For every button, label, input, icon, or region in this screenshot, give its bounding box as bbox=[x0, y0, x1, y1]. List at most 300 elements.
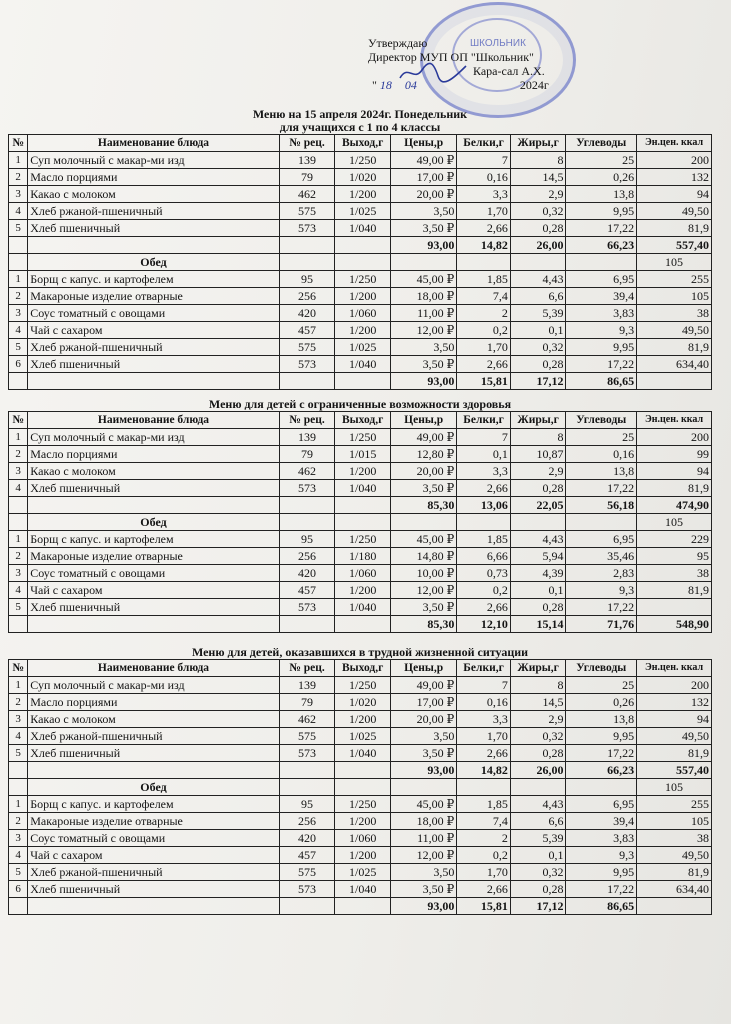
carbs: 17,22 bbox=[566, 480, 637, 497]
col-carb: Углеводы bbox=[566, 660, 637, 677]
price: 45,00 ₽ bbox=[390, 271, 456, 288]
table-row bbox=[9, 203, 712, 220]
dish-name: Соус томатный с овощами bbox=[28, 565, 279, 582]
protein: 0,16 bbox=[457, 694, 511, 711]
price: 17,00 ₽ bbox=[390, 169, 456, 186]
total-fat: 26,00 bbox=[510, 762, 566, 779]
date-quote: " bbox=[372, 78, 377, 92]
dish-name: Хлеб пшеничный bbox=[28, 220, 279, 237]
dish-name: Чай с сахаром bbox=[28, 847, 279, 864]
carbs: 17,22 bbox=[566, 220, 637, 237]
protein: 2,66 bbox=[457, 220, 511, 237]
section3-title: Меню для детей, оказавшихся в трудной жизненной ситуации bbox=[191, 645, 529, 659]
portion-output: 1/020 bbox=[335, 694, 391, 711]
portion-output: 1/250 bbox=[335, 677, 391, 694]
fat: 2,9 bbox=[510, 463, 566, 480]
dish-name: Хлеб ржаной-пшеничный bbox=[28, 339, 279, 356]
carbs: 0,26 bbox=[566, 169, 637, 186]
price: 3,50 ₽ bbox=[390, 745, 456, 762]
portion-output: 1/040 bbox=[335, 220, 391, 237]
total-prot: 13,06 bbox=[457, 497, 511, 514]
price: 18,00 ₽ bbox=[390, 813, 456, 830]
approval-name: Кара-сал А.Х. bbox=[473, 64, 545, 78]
fat: 0,32 bbox=[510, 728, 566, 745]
col-price: Цены,р bbox=[390, 135, 456, 152]
table-row bbox=[9, 813, 712, 830]
portion-output: 1/250 bbox=[335, 271, 391, 288]
kcal: 49,50 bbox=[637, 203, 712, 220]
fat: 4,43 bbox=[510, 271, 566, 288]
protein: 2,66 bbox=[457, 599, 511, 616]
table-row bbox=[9, 881, 712, 898]
signature bbox=[398, 60, 468, 84]
fat: 0,28 bbox=[510, 745, 566, 762]
carbs: 9,3 bbox=[566, 582, 637, 599]
carbs: 17,22 bbox=[566, 745, 637, 762]
row-index: 6 bbox=[9, 356, 28, 373]
price: 14,80 ₽ bbox=[390, 548, 456, 565]
portion-output: 1/040 bbox=[335, 745, 391, 762]
fat: 5,39 bbox=[510, 305, 566, 322]
recipe-number: 573 bbox=[279, 599, 335, 616]
protein: 2,66 bbox=[457, 480, 511, 497]
col-out: Выход,г bbox=[335, 135, 391, 152]
dish-name: Хлеб пшеничный bbox=[28, 480, 279, 497]
dish-name: Макароные изделие отварные bbox=[28, 813, 279, 830]
portion-output: 1/040 bbox=[335, 599, 391, 616]
table-row bbox=[9, 288, 712, 305]
total-fat: 17,12 bbox=[510, 373, 566, 390]
recipe-number: 79 bbox=[279, 694, 335, 711]
row-index: 4 bbox=[9, 203, 28, 220]
table-row bbox=[9, 694, 712, 711]
protein: 7 bbox=[457, 152, 511, 169]
col-carb: Углеводы bbox=[566, 135, 637, 152]
menu-section-special-needs bbox=[8, 398, 712, 633]
protein: 6,66 bbox=[457, 548, 511, 565]
table-row bbox=[9, 322, 712, 339]
portion-output: 1/015 bbox=[335, 446, 391, 463]
fat: 0,28 bbox=[510, 881, 566, 898]
protein: 0,16 bbox=[457, 169, 511, 186]
portion-output: 1/060 bbox=[335, 830, 391, 847]
dish-name: Какао с молоком bbox=[28, 186, 279, 203]
total-kcal: 557,40 bbox=[637, 762, 712, 779]
col-rec: № рец. bbox=[279, 135, 335, 152]
total-carb: 86,65 bbox=[566, 898, 637, 915]
protein: 0,2 bbox=[457, 582, 511, 599]
row-index: 1 bbox=[9, 429, 28, 446]
fat: 0,28 bbox=[510, 220, 566, 237]
carbs: 17,22 bbox=[566, 599, 637, 616]
price: 3,50 ₽ bbox=[390, 881, 456, 898]
approval-title: Утверждаю bbox=[368, 36, 428, 50]
table-row bbox=[9, 220, 712, 237]
dish-name: Хлеб пшеничный bbox=[28, 599, 279, 616]
recipe-number: 573 bbox=[279, 881, 335, 898]
protein: 0,2 bbox=[457, 847, 511, 864]
price: 11,00 ₽ bbox=[390, 305, 456, 322]
row-index: 6 bbox=[9, 881, 28, 898]
portion-output: 1/200 bbox=[335, 463, 391, 480]
recipe-number: 139 bbox=[279, 429, 335, 446]
recipe-number: 420 bbox=[279, 305, 335, 322]
lunch-total-row bbox=[9, 616, 712, 633]
row-index: 5 bbox=[9, 745, 28, 762]
price: 20,00 ₽ bbox=[390, 463, 456, 480]
fat: 2,9 bbox=[510, 711, 566, 728]
kcal: 200 bbox=[637, 677, 712, 694]
table-row bbox=[9, 169, 712, 186]
portion-output: 1/250 bbox=[335, 152, 391, 169]
portion-output: 1/200 bbox=[335, 847, 391, 864]
recipe-number: 139 bbox=[279, 677, 335, 694]
col-rec: № рец. bbox=[279, 412, 335, 429]
protein: 1,85 bbox=[457, 531, 511, 548]
fat: 4,39 bbox=[510, 565, 566, 582]
total-prot: 15,81 bbox=[457, 373, 511, 390]
col-name: Наименование блюда bbox=[28, 135, 279, 152]
row-index: 3 bbox=[9, 305, 28, 322]
dish-name: Суп молочный с макар-ми изд bbox=[28, 152, 279, 169]
protein: 3,3 bbox=[457, 463, 511, 480]
total-kcal: 474,90 bbox=[637, 497, 712, 514]
dish-name: Масло порциями bbox=[28, 446, 279, 463]
fat: 14,5 bbox=[510, 169, 566, 186]
row-index: 1 bbox=[9, 677, 28, 694]
carbs: 9,95 bbox=[566, 728, 637, 745]
dish-name: Хлеб пшеничный bbox=[28, 745, 279, 762]
total-carb: 86,65 bbox=[566, 373, 637, 390]
carbs: 25 bbox=[566, 429, 637, 446]
carbs: 9,95 bbox=[566, 864, 637, 881]
kcal: 38 bbox=[637, 305, 712, 322]
col-prot: Белки,г bbox=[457, 135, 511, 152]
recipe-number: 575 bbox=[279, 339, 335, 356]
table-header bbox=[9, 412, 712, 429]
protein: 1,85 bbox=[457, 271, 511, 288]
row-index: 3 bbox=[9, 565, 28, 582]
carbs: 35,46 bbox=[566, 548, 637, 565]
price: 49,00 ₽ bbox=[390, 677, 456, 694]
dish-name: Хлеб пшеничный bbox=[28, 356, 279, 373]
col-kcal: Эн.цен. ккал bbox=[637, 135, 712, 152]
carbs: 3,83 bbox=[566, 305, 637, 322]
row-index: 2 bbox=[9, 288, 28, 305]
dish-name: Какао с молоком bbox=[28, 463, 279, 480]
price: 12,00 ₽ bbox=[390, 582, 456, 599]
recipe-number: 462 bbox=[279, 463, 335, 480]
row-index: 1 bbox=[9, 152, 28, 169]
table-header bbox=[9, 135, 712, 152]
carbs: 3,83 bbox=[566, 830, 637, 847]
date-month: 04 bbox=[404, 78, 417, 92]
price: 3,50 bbox=[390, 339, 456, 356]
section1-title: Меню на 15 апреля 2024г. Понедельник bbox=[252, 107, 468, 121]
date-day: 18 bbox=[379, 78, 392, 92]
kcal: 95 bbox=[637, 548, 712, 565]
recipe-number: 573 bbox=[279, 356, 335, 373]
table-row bbox=[9, 745, 712, 762]
kcal: 94 bbox=[637, 186, 712, 203]
table-row bbox=[9, 677, 712, 694]
kcal: 81,9 bbox=[637, 582, 712, 599]
table-header bbox=[9, 660, 712, 677]
table-row bbox=[9, 446, 712, 463]
fat: 8 bbox=[510, 152, 566, 169]
kcal: 132 bbox=[637, 169, 712, 186]
row-index: 3 bbox=[9, 463, 28, 480]
row-index: 3 bbox=[9, 186, 28, 203]
dish-name: Хлеб ржаной-пшеничный bbox=[28, 203, 279, 220]
dish-name: Борщ с капус. и картофелем bbox=[28, 796, 279, 813]
col-carb: Углеводы bbox=[566, 412, 637, 429]
recipe-number: 256 bbox=[279, 813, 335, 830]
portion-output: 1/200 bbox=[335, 813, 391, 830]
fat: 6,6 bbox=[510, 288, 566, 305]
protein: 3,3 bbox=[457, 186, 511, 203]
row-index: 4 bbox=[9, 847, 28, 864]
price: 18,00 ₽ bbox=[390, 288, 456, 305]
portion-output: 1/200 bbox=[335, 322, 391, 339]
recipe-number: 256 bbox=[279, 548, 335, 565]
lunch-label: Обед bbox=[28, 779, 279, 796]
fat: 5,94 bbox=[510, 548, 566, 565]
breakfast-total-row bbox=[9, 237, 712, 254]
recipe-number: 420 bbox=[279, 830, 335, 847]
carbs: 25 bbox=[566, 152, 637, 169]
row-index: 3 bbox=[9, 711, 28, 728]
fat: 0,32 bbox=[510, 203, 566, 220]
price: 45,00 ₽ bbox=[390, 796, 456, 813]
price: 3,50 ₽ bbox=[390, 220, 456, 237]
col-idx: № bbox=[9, 412, 28, 429]
carbs: 0,16 bbox=[566, 446, 637, 463]
protein: 1,85 bbox=[457, 796, 511, 813]
table-row bbox=[9, 339, 712, 356]
col-kcal: Эн.цен. ккал bbox=[637, 412, 712, 429]
kcal: 81,9 bbox=[637, 745, 712, 762]
table-row bbox=[9, 830, 712, 847]
lunch-subheader bbox=[9, 514, 712, 531]
dish-name: Борщ с капус. и картофелем bbox=[28, 271, 279, 288]
price: 20,00 ₽ bbox=[390, 711, 456, 728]
col-out: Выход,г bbox=[335, 412, 391, 429]
col-rec: № рец. bbox=[279, 660, 335, 677]
row-index: 1 bbox=[9, 796, 28, 813]
kcal: 81,9 bbox=[637, 220, 712, 237]
carbs: 9,3 bbox=[566, 847, 637, 864]
price: 49,00 ₽ bbox=[390, 429, 456, 446]
row-index: 4 bbox=[9, 582, 28, 599]
dish-name: Соус томатный с овощами bbox=[28, 305, 279, 322]
lunch-subheader bbox=[9, 779, 712, 796]
price: 3,50 bbox=[390, 728, 456, 745]
dish-name: Чай с сахаром bbox=[28, 582, 279, 599]
total-fat: 22,05 bbox=[510, 497, 566, 514]
kcal: 634,40 bbox=[637, 881, 712, 898]
portion-output: 1/025 bbox=[335, 339, 391, 356]
recipe-number: 462 bbox=[279, 711, 335, 728]
price: 3,50 bbox=[390, 864, 456, 881]
recipe-number: 573 bbox=[279, 745, 335, 762]
table-row bbox=[9, 356, 712, 373]
carbs: 17,22 bbox=[566, 881, 637, 898]
col-price: Цены,р bbox=[390, 412, 456, 429]
kcal: 49,50 bbox=[637, 847, 712, 864]
row-index: 4 bbox=[9, 322, 28, 339]
col-name: Наименование блюда bbox=[28, 412, 279, 429]
portion-output: 1/040 bbox=[335, 480, 391, 497]
total-carb: 66,23 bbox=[566, 762, 637, 779]
total-kcal bbox=[637, 373, 712, 390]
kcal: 94 bbox=[637, 463, 712, 480]
table-row bbox=[9, 186, 712, 203]
kcal: 229 bbox=[637, 531, 712, 548]
lunch-total-row bbox=[9, 898, 712, 915]
col-prot: Белки,г bbox=[457, 412, 511, 429]
total-prot: 14,82 bbox=[457, 762, 511, 779]
recipe-number: 457 bbox=[279, 847, 335, 864]
price: 12,00 ₽ bbox=[390, 847, 456, 864]
recipe-number: 462 bbox=[279, 186, 335, 203]
recipe-number: 575 bbox=[279, 864, 335, 881]
carbs: 13,8 bbox=[566, 711, 637, 728]
section3-table bbox=[8, 659, 712, 915]
carbs: 25 bbox=[566, 677, 637, 694]
fat: 6,6 bbox=[510, 813, 566, 830]
total-prot: 14,82 bbox=[457, 237, 511, 254]
carbs: 39,4 bbox=[566, 288, 637, 305]
row-index: 1 bbox=[9, 271, 28, 288]
col-price: Цены,р bbox=[390, 660, 456, 677]
price: 3,50 ₽ bbox=[390, 599, 456, 616]
fat: 14,5 bbox=[510, 694, 566, 711]
table-row bbox=[9, 480, 712, 497]
col-prot: Белки,г bbox=[457, 660, 511, 677]
col-fat: Жиры,г bbox=[510, 135, 566, 152]
total-carb: 66,23 bbox=[566, 237, 637, 254]
price: 12,00 ₽ bbox=[390, 322, 456, 339]
table-row bbox=[9, 565, 712, 582]
recipe-number: 573 bbox=[279, 480, 335, 497]
carbs: 9,3 bbox=[566, 322, 637, 339]
table-row bbox=[9, 429, 712, 446]
carbs: 13,8 bbox=[566, 463, 637, 480]
breakfast-total-row bbox=[9, 762, 712, 779]
dish-name: Соус томатный с овощами bbox=[28, 830, 279, 847]
recipe-number: 79 bbox=[279, 169, 335, 186]
recipe-number: 575 bbox=[279, 203, 335, 220]
row-index: 1 bbox=[9, 531, 28, 548]
carbs: 17,22 bbox=[566, 356, 637, 373]
price: 20,00 ₽ bbox=[390, 186, 456, 203]
protein: 1,70 bbox=[457, 339, 511, 356]
carbs: 2,83 bbox=[566, 565, 637, 582]
kcal: 81,9 bbox=[637, 864, 712, 881]
total-price: 93,00 bbox=[390, 898, 456, 915]
protein: 2,66 bbox=[457, 881, 511, 898]
fat: 0,1 bbox=[510, 582, 566, 599]
table-row bbox=[9, 711, 712, 728]
dish-name: Чай с сахаром bbox=[28, 322, 279, 339]
row-index: 3 bbox=[9, 830, 28, 847]
fat: 0,1 bbox=[510, 322, 566, 339]
protein: 3,3 bbox=[457, 711, 511, 728]
fat: 5,39 bbox=[510, 830, 566, 847]
table-row bbox=[9, 271, 712, 288]
table-row bbox=[9, 599, 712, 616]
recipe-number: 95 bbox=[279, 796, 335, 813]
lunch-kcal: 105 bbox=[637, 254, 712, 271]
lunch-subheader bbox=[9, 254, 712, 271]
carbs: 9,95 bbox=[566, 339, 637, 356]
fat: 0,32 bbox=[510, 864, 566, 881]
protein: 0,2 bbox=[457, 322, 511, 339]
table-row bbox=[9, 463, 712, 480]
kcal: 38 bbox=[637, 565, 712, 582]
dish-name: Хлеб пшеничный bbox=[28, 881, 279, 898]
price: 11,00 ₽ bbox=[390, 830, 456, 847]
total-fat: 15,14 bbox=[510, 616, 566, 633]
price: 10,00 ₽ bbox=[390, 565, 456, 582]
recipe-number: 95 bbox=[279, 271, 335, 288]
col-out: Выход,г bbox=[335, 660, 391, 677]
price: 3,50 bbox=[390, 203, 456, 220]
carbs: 0,26 bbox=[566, 694, 637, 711]
dish-name: Хлеб ржаной-пшеничный bbox=[28, 728, 279, 745]
portion-output: 1/200 bbox=[335, 186, 391, 203]
kcal: 634,40 bbox=[637, 356, 712, 373]
section1-table bbox=[8, 134, 712, 390]
table-row bbox=[9, 531, 712, 548]
lunch-kcal: 105 bbox=[637, 779, 712, 796]
total-price: 85,30 bbox=[390, 497, 456, 514]
carbs: 6,95 bbox=[566, 796, 637, 813]
table-row bbox=[9, 152, 712, 169]
portion-output: 1/040 bbox=[335, 881, 391, 898]
fat: 0,1 bbox=[510, 847, 566, 864]
dish-name: Борщ с капус. и картофелем bbox=[28, 531, 279, 548]
portion-output: 1/060 bbox=[335, 305, 391, 322]
total-price: 93,00 bbox=[390, 373, 456, 390]
total-fat: 26,00 bbox=[510, 237, 566, 254]
table-row bbox=[9, 548, 712, 565]
dish-name: Макароные изделие отварные bbox=[28, 288, 279, 305]
protein: 2,66 bbox=[457, 356, 511, 373]
kcal: 81,9 bbox=[637, 339, 712, 356]
protein: 7,4 bbox=[457, 813, 511, 830]
fat: 4,43 bbox=[510, 796, 566, 813]
total-price: 93,00 bbox=[390, 762, 456, 779]
row-index: 2 bbox=[9, 446, 28, 463]
col-name: Наименование блюда bbox=[28, 660, 279, 677]
approval-director: Директор МУП ОП "Школьник" bbox=[368, 50, 534, 64]
row-index: 2 bbox=[9, 169, 28, 186]
portion-output: 1/060 bbox=[335, 565, 391, 582]
dish-name: Какао с молоком bbox=[28, 711, 279, 728]
carbs: 13,8 bbox=[566, 186, 637, 203]
portion-output: 1/025 bbox=[335, 864, 391, 881]
price: 12,80 ₽ bbox=[390, 446, 456, 463]
kcal bbox=[637, 599, 712, 616]
price: 49,00 ₽ bbox=[390, 152, 456, 169]
portion-output: 1/200 bbox=[335, 582, 391, 599]
price: 3,50 ₽ bbox=[390, 480, 456, 497]
lunch-kcal: 105 bbox=[637, 514, 712, 531]
carbs: 39,4 bbox=[566, 813, 637, 830]
recipe-number: 420 bbox=[279, 565, 335, 582]
